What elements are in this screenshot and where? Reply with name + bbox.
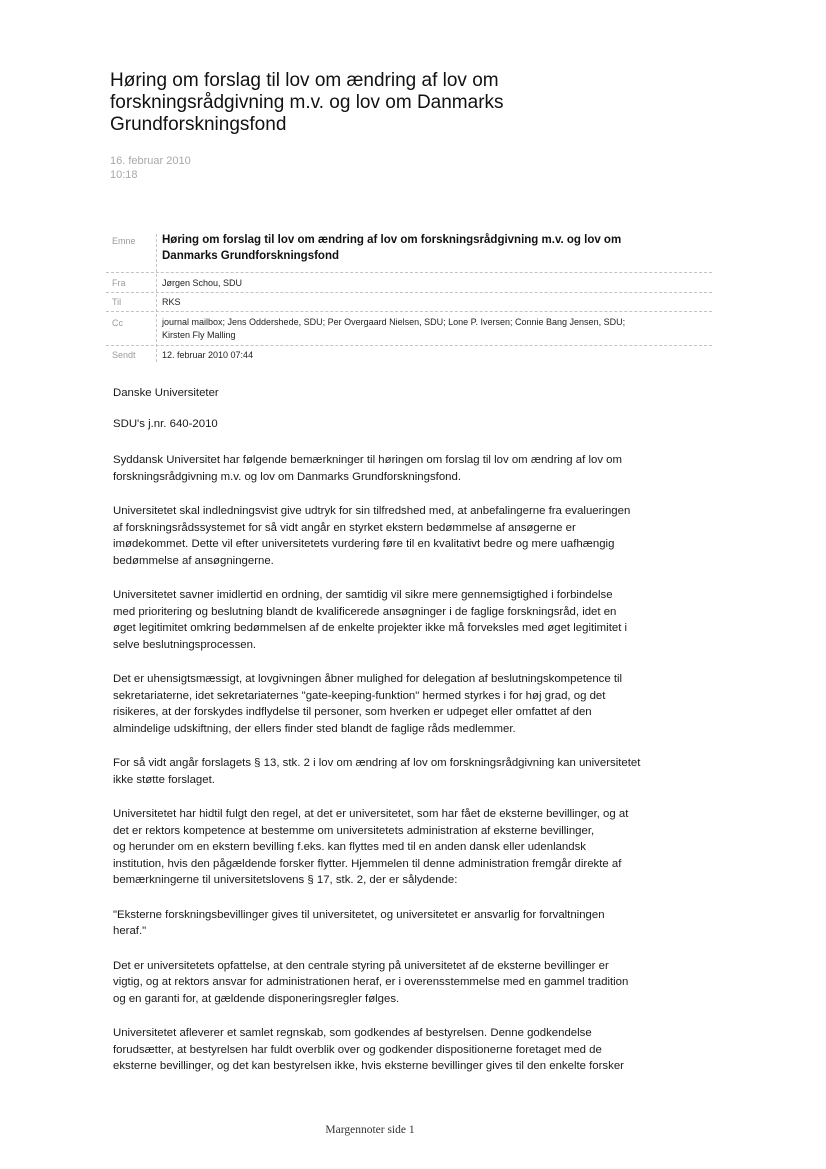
subject-line: Danmarks Grundforskningsfond — [162, 250, 339, 262]
paragraph-line: ikke støtte forslaget. — [113, 773, 215, 786]
subject-label: Emne — [112, 236, 136, 246]
paragraph-line: heraf." — [113, 925, 147, 937]
title-line: forskningsrådgivning m.v. og lov om Danmarks — [110, 92, 504, 113]
from-row — [106, 276, 712, 293]
paragraph — [113, 755, 713, 788]
document-date: 16. februar 2010 — [110, 155, 191, 167]
paragraph-line: eksterne bevillinger, og det kan bestyrelsen ikke, hvis eksterne bevillinger gives til den enkelte forsker — [113, 1060, 624, 1072]
page-footer — [0, 1124, 826, 1136]
paragraph-line: og herunder om en ekstern bevilling f.eks. kan flyttes med til en anden dansk eller udenlandsk — [113, 841, 586, 853]
paragraph-line: af forskningsrådssystemet for så vidt angår en styrket ekstern bedømmelse af ansøgerne er — [113, 521, 576, 534]
page-title — [110, 70, 750, 136]
paragraph-line: "Eksterne forskningsbevillinger gives til universitetet, og universitetet er ansvarlig for forvaltningen — [113, 908, 605, 921]
paragraph — [113, 806, 713, 889]
paragraph-line: Universitetet skal indledningsvist give udtryk for sin tilfredshed med, at anbefalingerne fra evalueringen — [113, 505, 631, 517]
paragraph-line: det er rektors kompetence at bestemme om universitetets administration af eksterne bevillinger, — [113, 824, 595, 837]
to-label: Til — [112, 297, 122, 307]
reference-number: SDU's j.nr. 640-2010 — [113, 417, 218, 430]
paragraph-line: almindelige udskiftning, der ellers finder sted blandt de faglige råds medlemmer. — [113, 722, 516, 735]
cc-line: Kirsten Fly Malling — [162, 330, 236, 340]
salutation: Danske Universiteter — [113, 387, 219, 399]
paragraph-line: forskningsrådgivning m.v. og lov om Danmarks Grundforskningsfond. — [113, 470, 461, 483]
paragraph-line: Universitetet har hidtil fulgt den regel, at det er universitetet, som har fået de eksterne bevillinger, og at — [113, 808, 629, 820]
paragraph-line: bedømmelse af ansøgningerne. — [113, 554, 274, 567]
quote-paragraph — [113, 907, 713, 940]
paragraph — [113, 671, 713, 737]
paragraph-line: Det er uhensigtsmæssigt, at lovgivningen åbner mulighed for delegation af beslutningskompetence til — [113, 673, 623, 685]
title-line: Grundforskningsfond — [110, 114, 287, 135]
letter-body — [113, 385, 713, 1075]
from-label: Fra — [112, 278, 126, 288]
paragraph-line: og en garanti for, at gældende disponeringsregler følges. — [113, 992, 400, 1005]
to-row — [106, 295, 712, 312]
cc-row — [106, 315, 712, 346]
subject-row — [106, 230, 712, 273]
paragraph-line: imødekommet. Dette vil efter universitetets vurdering føre til en kvalitativt bedre og mere uafhængig — [113, 538, 615, 550]
to-value: RKS — [162, 297, 181, 307]
paragraph-line: institution, hvis den pågældende forsker flytter. Hjemmelen til denne administration fremgår direkte af — [113, 857, 622, 870]
subject-line: Høring om forslag til lov om ændring af lov om forskningsrådgivning m.v. og lov om — [162, 234, 622, 246]
paragraph-line: For så vidt angår forslagets § 13, stk. 2 i lov om ændring af lov om forskningsrådgivning kan universitetet — [113, 757, 641, 769]
paragraph-line: Det er universitetets opfattelse, at den centrale styring på universitetet af de eksterne bevillinger er — [113, 959, 609, 972]
paragraph-line: Syddansk Universitet har følgende bemærkninger til høringen om forslag til lov om ændring af lov om — [113, 454, 623, 466]
paragraph-line: bemærkningerne til universitetslovens § 17, stk. 2, der er sålydende: — [113, 874, 458, 886]
paragraph-line: vigtig, og at rektors ansvar for administrationen heraf, er i overensstemmelse med en gammel tradition — [113, 976, 629, 988]
sent-label: Sendt — [112, 350, 136, 360]
paragraph — [113, 503, 713, 569]
paragraph-line: risikeres, at der forskydes indflydelse til personer, som hverken er udpeget eller omfattet af den — [113, 706, 592, 718]
paragraph — [113, 452, 713, 485]
from-value: Jørgen Schou, SDU — [162, 278, 243, 288]
sent-value: 12. februar 2010 07:44 — [162, 350, 254, 360]
margin-notes-label: Margennoter side 1 — [325, 1124, 415, 1136]
sent-row — [106, 348, 712, 364]
cc-line: journal mailbox; Jens Oddershede, SDU; Per Overgaard Nielsen, SDU; Lone P. Iversen; Connie Bang Jensen, SDU; — [162, 317, 626, 327]
paragraph — [113, 1025, 713, 1075]
paragraph-line: Universitetet afleverer et samlet regnskab, som godkendes af bestyrelsen. Denne godkendelse — [113, 1027, 592, 1039]
paragraph-line: sekretariaterne, idet sekretariaternes "gate-keeping-funktion" hermed styrkes i for høj grad, og det — [113, 689, 606, 702]
paragraph — [113, 587, 713, 653]
paragraph — [113, 958, 713, 1008]
paragraph-line: selve beslutningsprocessen. — [113, 638, 257, 651]
cc-label: Cc — [112, 318, 123, 328]
cc-value — [162, 316, 710, 342]
paragraph-line: Universitetet savner imidlertid en ordning, der samtidig vil sikre mere gennemsigtighed i forbindelse — [113, 589, 613, 601]
subject-value — [162, 232, 710, 264]
paragraph-line: forudsætter, at bestyrelsen har fuldt overblik over og godkender dispositionerne foretaget med de — [113, 1043, 602, 1056]
document-time: 10:18 — [110, 169, 138, 181]
title-line: Høring om forslag til lov om ændring af lov om — [110, 70, 499, 91]
paragraph-line: øget legitimitet omkring bedømmelsen af de enkelte projekter ikke må forveksles med øget legitimitet i — [113, 622, 628, 634]
paragraph-line: med prioritering og beslutning blandt de kvalificerede ansøgninger i de faglige forskningsråd, idet en — [113, 605, 617, 618]
